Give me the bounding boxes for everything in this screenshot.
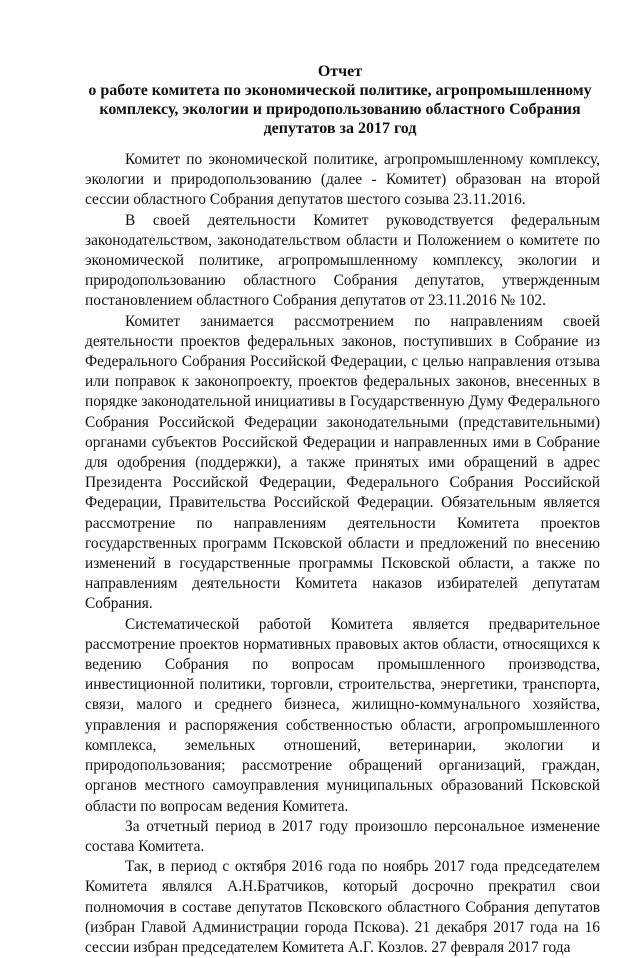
report-title [80, 62, 600, 138]
paragraph-chairman-change: Так, в период с октября 2016 года по ноябрь 2017 года председателем Комитета являлся А.Н.Братчиков, который досрочно прекратил свои полномочия в составе депутатов Псковского областного Собрания депутатов (избран Главой Администрации города Пскова). 21 декабря 2017 года на 16 сессии избран председателем Комитета А.Г. Козлов. 27 февраля 2017 года [85, 858, 600, 956]
paragraph-composition-change: За отчетный период в 2017 году произошло персональное изменение состава Комитета. [85, 817, 600, 855]
paragraph-federal-bills: Комитет занимается рассмотрением по направлениям своей деятельности проектов федеральных законов, поступивших в Собрание из Федерального Собрания Российской Федерации, с целью направления отзыва или поправок к законопроекту, проектов федеральных законов, внесенных в порядке законодательной инициативы в Государственную Думу Федерального Собрания Российской Федерации законодательными (представительными) органами субъектов Российской Федерации и направленных ими в Собрание для одобрения (поддержки), а также принятых ими обращений в адрес Президента Российской Федерации, Федерального Собрания Российской Федерации, Правительства Российской Федерации. Обязательным является рассмотрение по направлениям деятельности Комитета проектов государственных программ Псковской области и предложений по внесению изменений в государственные программы Псковской области, а также по направлениям деятельности Комитета наказов избирателей депутатам Собрания. [85, 312, 600, 613]
paragraph-committee-formation: Комитет по экономической политике, агропромышленному комплексу, экологии и природопользованию (далее - Комитет) образован на второй сессии областного Собрания депутатов шестого созыва 23.11.2016. [85, 151, 600, 209]
title-subheading-line-2: комплексу, экологии и природопользованию областного Собрания [99, 101, 581, 118]
title-subheading-line-1: о работе комитета по экономической политике, агропромышленному [88, 82, 592, 99]
title-heading: Отчет [317, 63, 363, 80]
report-body [85, 150, 600, 958]
paragraph-legal-basis: В своей деятельности Комитет руководствуется федеральным законодательством, законодательством области и Положением о комитете по экономической политике, агропромышленному комплексу, экологии и природопользованию областного Собрания депутатов, утвержденным постановлением областного Собрания депутатов от 23.11.2016 № 102. [85, 211, 600, 310]
title-subheading-line-3: депутатов за 2017 год [263, 120, 417, 137]
paragraph-systematic-work: Систематической работой Комитета является предварительное рассмотрение проектов нормативных правовых актов области, относящихся к ведению Собрания по вопросам промышленного производства, инвестиционной политики, торговли, строительства, энергетики, транспорта, связи, малого и среднего бизнеса, жилищно-коммунального хозяйства, управления и распоряжения собственностью области, агропромышленного комплекса, земельных отношений, ветеринарии, экологии и природопользования; рассмотрение обращений организаций, граждан, органов местного самоуправления муниципальных образований Псковской области по вопросам ведения Комитета. [85, 615, 600, 815]
